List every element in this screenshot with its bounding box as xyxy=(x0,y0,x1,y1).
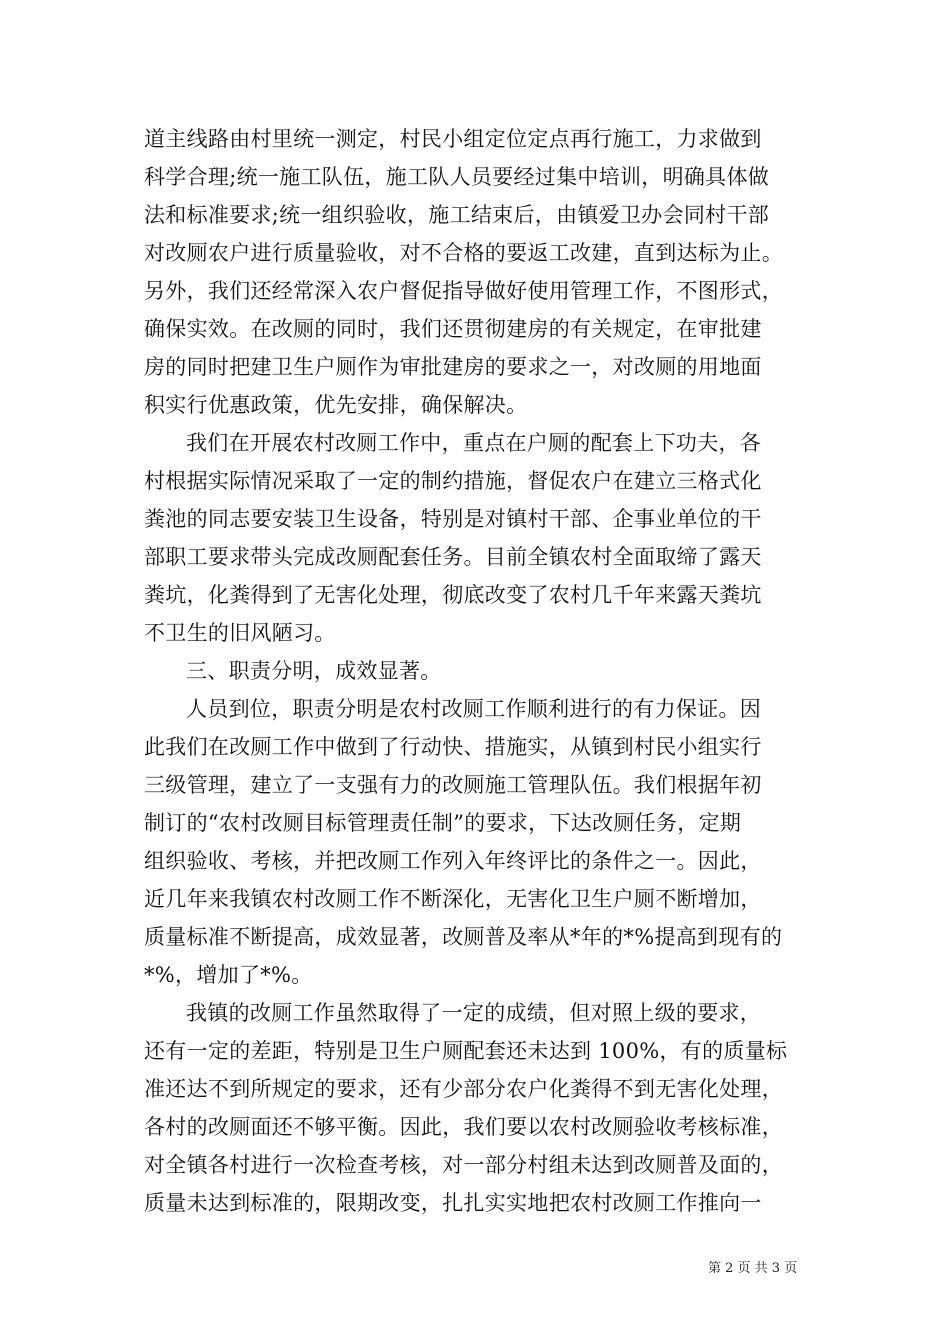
text-line: 粪坑，化粪得到了无害化处理，彻底改变了农村几千年来露天粪坑 xyxy=(144,583,762,607)
text-line: 人员到位，职责分明是农村改厕工作顺利进行的有力保证。因 xyxy=(186,697,762,721)
text-line: *%，增加了*%。 xyxy=(144,963,313,987)
text-line: 对改厕农户进行质量验收，对不合格的要返工改建，直到达标为止。 xyxy=(144,241,783,265)
text-line: 我们在开展农村改厕工作中，重点在户厕的配套上下功夫，各 xyxy=(186,431,762,455)
text-line: 道主线路由村里统一测定，村民小组定位定点再行施工，力求做到 xyxy=(144,127,762,151)
text-line: 三级管理，建立了一支强有力的改厕施工管理队伍。我们根据年初 xyxy=(144,773,762,797)
text-line: 积实行优惠政策，优先安排，确保解决。 xyxy=(144,393,528,417)
text-line: 确保实效。在改厕的同时，我们还贯彻建房的有关规定，在审批建 xyxy=(144,317,762,341)
page-number-footer: 第 2 页 共 3 页 xyxy=(708,1261,798,1276)
document-body xyxy=(144,120,816,1222)
text-line: 此我们在改厕工作中做到了行动快、措施实，从镇到村民小组实行 xyxy=(144,735,762,759)
text-line: 三、职责分明，成效显著。 xyxy=(186,659,442,683)
text-line: 近几年来我镇农村改厕工作不断深化，无害化卫生户厕不断增加， xyxy=(144,887,762,911)
text-line: 房的同时把建卫生户厕作为审批建房的要求之一，对改厕的用地面 xyxy=(144,355,762,379)
text-line: 科学合理;统一施工队伍，施工队人员要经过集中培训，明确具体做 xyxy=(144,165,770,189)
text-line: 我镇的改厕工作虽然取得了一定的成绩，但对照上级的要求， xyxy=(186,1001,762,1025)
text-line: 制订的“农村改厕目标管理责任制”的要求，下达改厕任务，定期 xyxy=(144,811,742,835)
text-line: 部职工要求带头完成改厕配套任务。目前全镇农村全面取缔了露天 xyxy=(144,545,762,569)
text-line: 还有一定的差距，特别是卫生户厕配套还未达到 100%，有的质量标 xyxy=(144,1039,788,1063)
text-line: 不卫生的旧风陋习。 xyxy=(144,621,336,645)
text-line: 法和标准要求;统一组织验收，施工结束后，由镇爱卫办会同村干部 xyxy=(144,203,770,227)
text-line: 各村的改厕面还不够平衡。因此，我们要以农村改厕验收考核标准， xyxy=(144,1115,783,1139)
text-line: 质量标准不断提高，成效显著，改厕普及率从*年的*%提高到现有的 xyxy=(144,925,783,949)
text-line: 村根据实际情况采取了一定的制约措施，督促农户在建立三格式化 xyxy=(144,469,762,493)
text-line: 准还达不到所规定的要求，还有少部分农户化粪得不到无害化处理， xyxy=(144,1077,783,1101)
text-line: 另外，我们还经常深入农户督促指导做好使用管理工作，不图形式， xyxy=(144,279,783,303)
text-line: 质量未达到标准的，限期改变，扎扎实实地把农村改厕工作推向一 xyxy=(144,1191,762,1215)
text-line: 组织验收、考核，并把改厕工作列入年终评比的条件之一。因此， xyxy=(144,849,762,873)
text-line: 粪池的同志要安装卫生设备，特别是对镇村干部、企事业单位的干 xyxy=(144,507,762,531)
text-line: 对全镇各村进行一次检查考核，对一部分村组未达到改厕普及面的， xyxy=(144,1153,783,1177)
